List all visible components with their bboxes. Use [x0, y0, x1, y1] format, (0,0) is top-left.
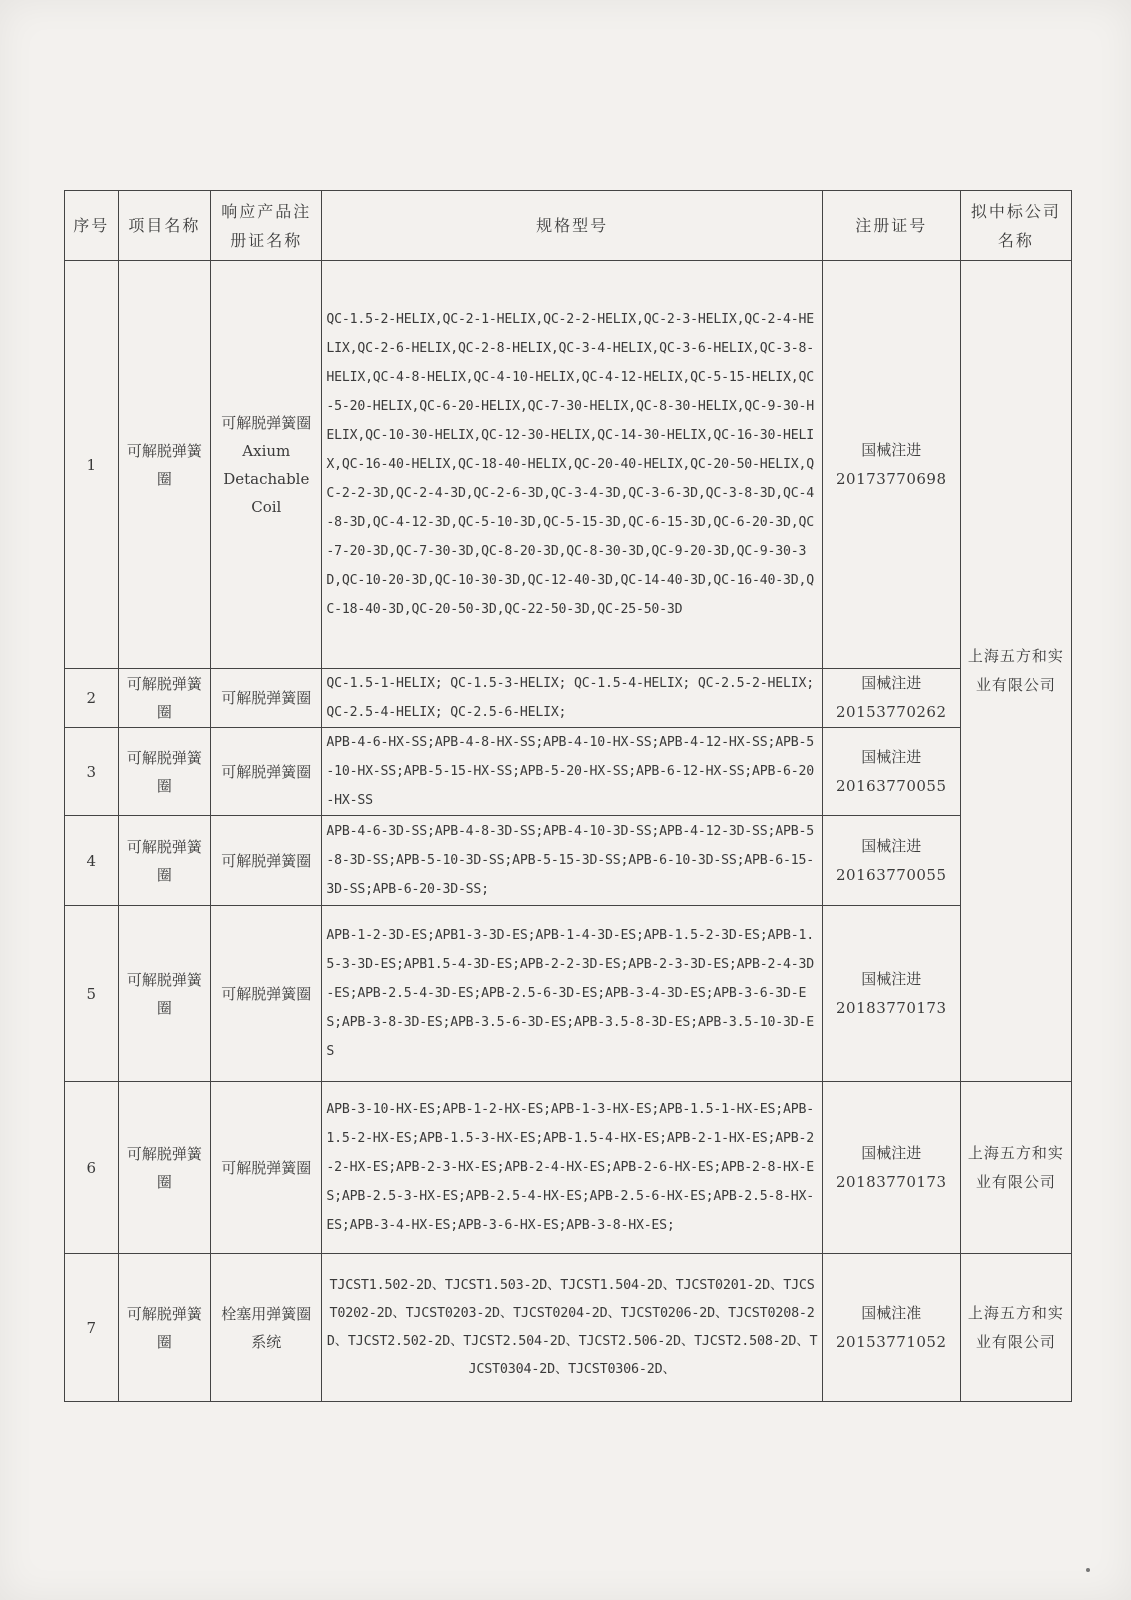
reg-number: 20153770262: [836, 703, 947, 721]
row-product: 可解脱弹簧圈: [211, 1082, 322, 1254]
row-spec: QC-1.5-2-HELIX,QC-2-1-HELIX,QC-2-2-HELIX,QC-2-3-HELIX,QC-2-4-HELIX,QC-2-6-HELIX,QC-2-8-HELIX,QC-3-4-HELIX,QC-3-6-HELIX,QC-3-8-HELIX,QC-4-8-HELIX,QC-4-10-HELIX,QC-4-12-HELIX,QC-5-15-HELIX,QC-5-20-HELIX,QC-6-20-HELIX,QC-7-30-HELIX,QC-8-30-HELIX,QC-9-30-HELIX,QC-10-30-HELIX,QC-12-30-HELIX,QC-14-30-HELIX,QC-16-30-HELIX,QC-16-40-HELIX,QC-18-40-HELIX,QC-20-40-HELIX,QC-20-50-HELIX,QC-2-2-3D,QC-2-4-3D,QC-2-6-3D,QC-3-4-3D,QC-3-6-3D,QC-3-8-3D,QC-4-8-3D,QC-4-12-3D,QC-5-10-3D,QC-5-15-3D,QC-6-15-3D,QC-6-20-3D,QC-7-20-3D,QC-7-30-3D,QC-8-20-3D,QC-8-30-3D,QC-9-20-3D,QC-9-30-3D,QC-10-20-3D,QC-10-30-3D,QC-12-40-3D,QC-14-40-3D,QC-16-40-3D,QC-18-40-3D,QC-20-50-3D,QC-22-50-3D,QC-25-50-3D: [322, 261, 822, 669]
row-company: 上海五方和实业有限公司: [960, 1254, 1071, 1402]
header-project: 项目名称: [118, 191, 211, 261]
table-row: [65, 816, 1072, 906]
row-spec: APB-1-2-3D-ES;APB1-3-3D-ES;APB-1-4-3D-ES;APB-1.5-2-3D-ES;APB-1.5-3-3D-ES;APB1.5-4-3D-ES;APB-2-2-3D-ES;APB-2-3-3D-ES;APB-2-4-3D-ES;APB-2.5-4-3D-ES;APB-2.5-6-3D-ES;APB-3-4-3D-ES;APB-3-6-3D-ES;APB-3-8-3D-ES;APB-3.5-6-3D-ES;APB-3.5-8-3D-ES;APB-3.5-10-3D-ES: [322, 906, 822, 1082]
row-spec: APB-4-6-3D-SS;APB-4-8-3D-SS;APB-4-10-3D-SS;APB-4-12-3D-SS;APB-5-8-3D-SS;APB-5-10-3D-SS;APB-5-15-3D-SS;APB-6-10-3D-SS;APB-6-15-3D-SS;APB-6-20-3D-SS;: [322, 816, 822, 906]
row-project: 可解脱弹簧圈: [118, 261, 211, 669]
row-seq: 7: [65, 1254, 119, 1402]
reg-label: 国械注进: [861, 969, 922, 988]
row-reg: [822, 261, 960, 669]
row-seq: 3: [65, 728, 119, 816]
row-project: 可解脱弹簧圈: [118, 906, 211, 1082]
row-project: 可解脱弹簧圈: [118, 816, 211, 906]
header-row: [65, 191, 1072, 261]
bid-table: [64, 190, 1072, 1402]
row-project: 可解脱弹簧圈: [118, 1254, 211, 1402]
row-product: 可解脱弹簧圈 Axium Detachable Coil: [211, 261, 322, 669]
reg-label: 国械注进: [861, 1143, 922, 1162]
row-company: 上海五方和实业有限公司: [960, 261, 1071, 1082]
reg-label: 国械注进: [861, 674, 922, 692]
row-seq: 4: [65, 816, 119, 906]
row-spec: TJCST1.502-2D、TJCST1.503-2D、TJCST1.504-2D、TJCST0201-2D、TJCST0202-2D、TJCST0203-2D、TJCST0204-2D、TJCST0206-2D、TJCST0208-2D、TJCST2.502-2D、TJCST2.504-2D、TJCST2.506-2D、TJCST2.508-2D、TJCST0304-2D、TJCST0306-2D、: [322, 1254, 822, 1402]
header-reg: 注册证号: [822, 191, 960, 261]
row-product: 可解脱弹簧圈: [211, 728, 322, 816]
header-company: 拟中标公司名称: [960, 191, 1071, 261]
row-seq: 6: [65, 1082, 119, 1254]
reg-label: 国械注准: [861, 1303, 922, 1322]
header-spec: 规格型号: [322, 191, 822, 261]
table-row: [65, 1082, 1072, 1254]
table-row: [65, 1254, 1072, 1402]
reg-label: 国械注进: [861, 836, 922, 855]
row-seq: 5: [65, 906, 119, 1082]
table-row: [65, 728, 1072, 816]
scan-speck: [1086, 1568, 1090, 1572]
row-reg: [822, 669, 960, 728]
header-seq: 序号: [65, 191, 119, 261]
row-spec: QC-1.5-1-HELIX; QC-1.5-3-HELIX; QC-1.5-4-HELIX; QC-2.5-2-HELIX; QC-2.5-4-HELIX; QC-2.5-6-HELIX;: [322, 669, 822, 728]
row-seq: 2: [65, 669, 119, 728]
reg-label: 国械注进: [861, 440, 922, 459]
row-reg: [822, 1082, 960, 1254]
reg-number: 20163770055: [836, 776, 947, 795]
reg-number: 20163770055: [836, 865, 947, 884]
row-reg: [822, 906, 960, 1082]
reg-number: 20173770698: [836, 469, 947, 488]
reg-label: 国械注进: [861, 747, 922, 766]
header-product: 响应产品注册证名称: [211, 191, 322, 261]
table-row: [65, 669, 1072, 728]
row-spec: APB-3-10-HX-ES;APB-1-2-HX-ES;APB-1-3-HX-ES;APB-1.5-1-HX-ES;APB-1.5-2-HX-ES;APB-1.5-3-HX-ES;APB-1.5-4-HX-ES;APB-2-1-HX-ES;APB-2-2-HX-ES;APB-2-3-HX-ES;APB-2-4-HX-ES;APB-2-6-HX-ES;APB-2-8-HX-ES;APB-2.5-3-HX-ES;APB-2.5-4-HX-ES;APB-2.5-6-HX-ES;APB-2.5-8-HX-ES;APB-3-4-HX-ES;APB-3-6-HX-ES;APB-3-8-HX-ES;: [322, 1082, 822, 1254]
table-row: [65, 261, 1072, 669]
row-seq: 1: [65, 261, 119, 669]
row-reg: [822, 1254, 960, 1402]
row-spec: APB-4-6-HX-SS;APB-4-8-HX-SS;APB-4-10-HX-SS;APB-4-12-HX-SS;APB-5-10-HX-SS;APB-5-15-HX-SS;APB-5-20-HX-SS;APB-6-12-HX-SS;APB-6-20-HX-SS: [322, 728, 822, 816]
row-project: 可解脱弹簧圈: [118, 669, 211, 728]
row-project: 可解脱弹簧圈: [118, 728, 211, 816]
row-project: 可解脱弹簧圈: [118, 1082, 211, 1254]
row-product: 栓塞用弹簧圈系统: [211, 1254, 322, 1402]
row-company: 上海五方和实业有限公司: [960, 1082, 1071, 1254]
row-reg: [822, 816, 960, 906]
row-reg: [822, 728, 960, 816]
row-product: 可解脱弹簧圈: [211, 816, 322, 906]
reg-number: 20153771052: [836, 1332, 947, 1351]
table-row: [65, 906, 1072, 1082]
reg-number: 20183770173: [836, 998, 947, 1017]
row-product: 可解脱弹簧圈: [211, 906, 322, 1082]
row-product: 可解脱弹簧圈: [211, 669, 322, 728]
reg-number: 20183770173: [836, 1172, 947, 1191]
